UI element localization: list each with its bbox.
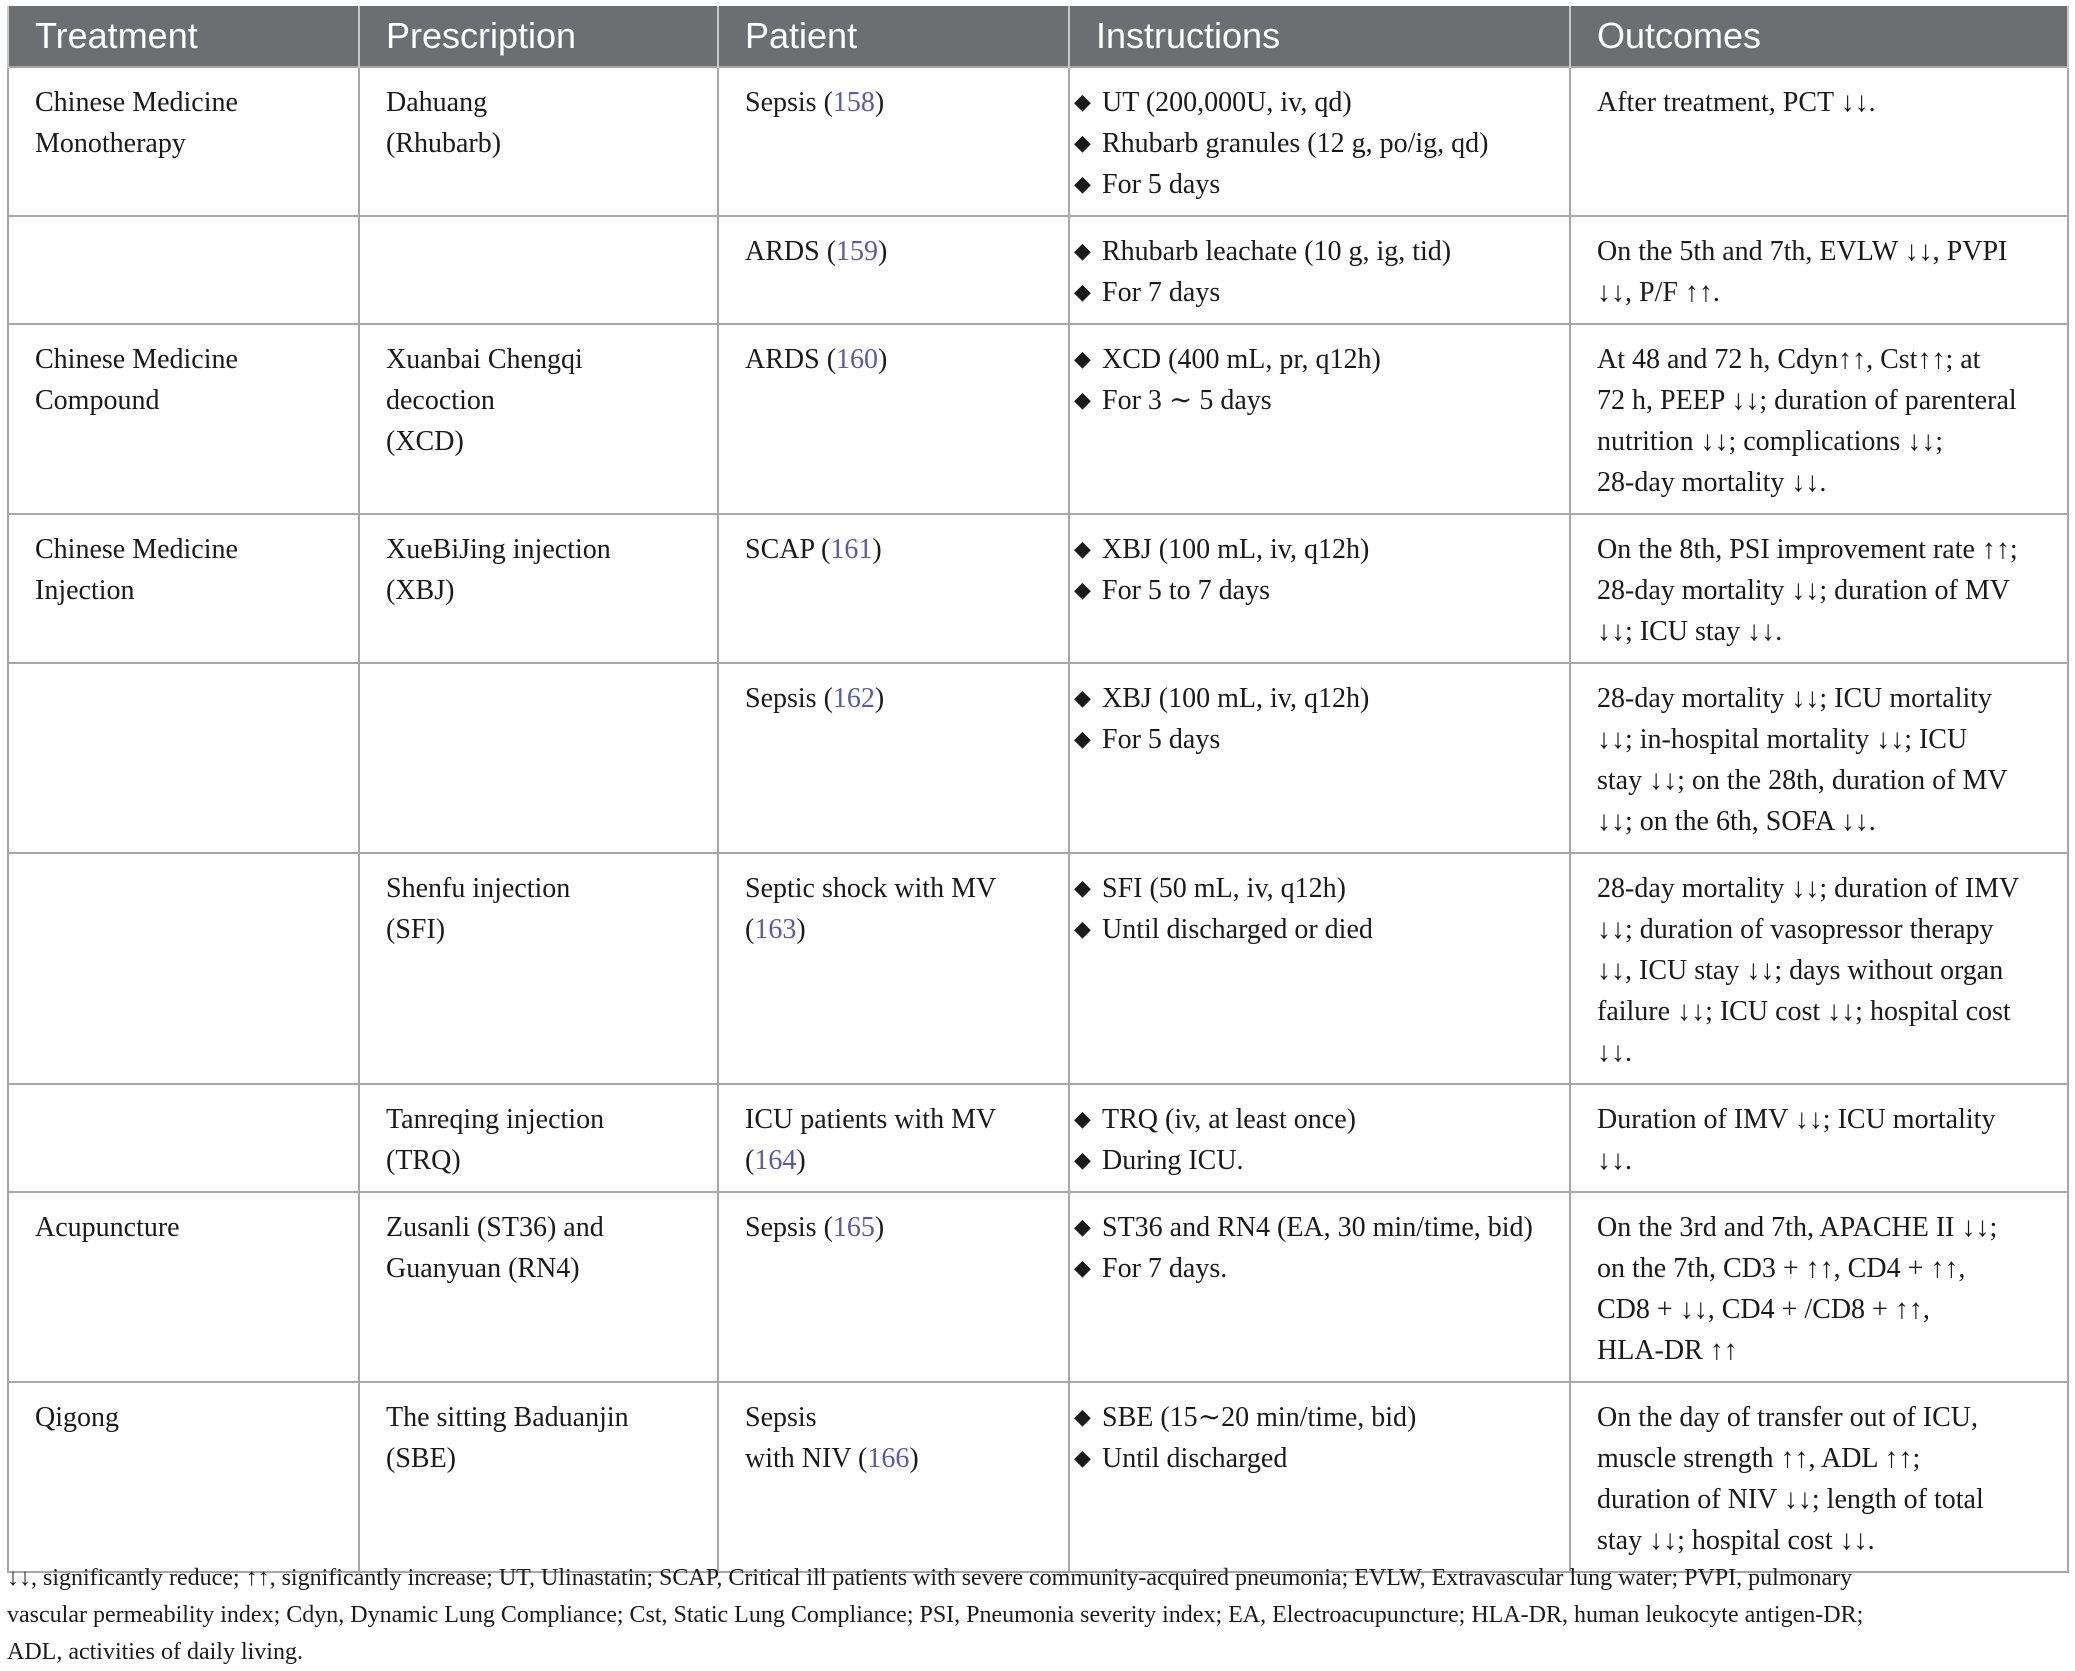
outcomes-line: 28-day mortality ↓↓; duration of MV <box>1597 575 2010 606</box>
patient-text: Sepsis ( <box>745 683 833 714</box>
instruction-text: SFI (50 mL, iv, q12h) <box>1102 873 1346 904</box>
treatment-line: Compound <box>35 385 160 416</box>
prescription-line: decoction <box>386 385 495 416</box>
patient-text: Septic shock with MV <box>745 873 997 904</box>
header-instructions: Instructions <box>1069 6 1570 67</box>
prescription-line: (XBJ) <box>386 575 455 606</box>
cell-instructions <box>1069 853 1570 1084</box>
cell-prescription <box>359 1382 718 1572</box>
prescription-line: (SBE) <box>386 1443 456 1474</box>
footnote-line: ↓↓, significantly reduce; ↑↑, significantly increase; UT, Ulinastatin; SCAP, Critical ill patients with severe community-acquired pneumonia; EVLW, Extravascular lung water; PVPI, pulmonary <box>7 1565 1853 1591</box>
outcomes-line: At 48 and 72 h, Cdyn↑↑, Cst↑↑; at <box>1597 344 1981 375</box>
diamond-bullet-icon: ◆ <box>1074 280 1091 305</box>
patient-text: ) <box>796 1145 806 1176</box>
header-row <box>8 6 2068 67</box>
treatment-line: Chinese Medicine <box>35 87 238 118</box>
outcomes-line: 28-day mortality ↓↓; duration of IMV <box>1597 873 2020 904</box>
outcomes-line: CD8 + ↓↓, CD4 + /CD8 + ↑↑, <box>1597 1294 1930 1325</box>
instruction-text: XBJ (100 mL, iv, q12h) <box>1102 683 1370 714</box>
patient-text: ARDS ( <box>745 236 837 267</box>
instruction-item <box>1074 570 1557 611</box>
instruction-text: UT (200,000U, iv, qd) <box>1102 87 1352 118</box>
patient-text: ) <box>878 344 888 375</box>
patient-line <box>745 1207 1056 1248</box>
instruction-item <box>1074 1397 1557 1438</box>
reference-link[interactable]: 160 <box>836 344 879 375</box>
instruction-item <box>1074 529 1557 570</box>
instruction-text: SBE (15∼20 min/time, bid) <box>1102 1402 1417 1433</box>
outcomes-line: ↓↓; in-hospital mortality ↓↓; ICU <box>1597 724 1968 755</box>
patient-line <box>745 909 1056 950</box>
outcomes-line: After treatment, PCT ↓↓. <box>1597 87 1876 118</box>
outcomes-line: On the 5th and 7th, EVLW ↓↓, PVPI <box>1597 236 2008 267</box>
table-row <box>8 853 2068 1084</box>
cell-instructions <box>1069 216 1570 324</box>
outcomes-line: nutrition ↓↓; complications ↓↓; <box>1597 426 1944 457</box>
outcomes-line: On the 8th, PSI improvement rate ↑↑; <box>1597 534 2018 565</box>
cell-patient <box>718 1192 1069 1382</box>
prescription-line: The sitting Baduanjin <box>386 1402 629 1433</box>
table-row <box>8 663 2068 853</box>
table-row <box>8 324 2068 514</box>
cell-patient <box>718 663 1069 853</box>
cell-instructions <box>1069 1382 1570 1572</box>
prescription-line: XueBiJing injection <box>386 534 611 565</box>
cell-prescription <box>359 514 718 663</box>
patient-line <box>745 1099 1056 1140</box>
outcomes-line: ↓↓, ICU stay ↓↓; days without organ <box>1597 955 2004 986</box>
cell-prescription <box>359 67 718 216</box>
prescription-line: Shenfu injection <box>386 873 571 904</box>
instruction-item <box>1074 231 1557 272</box>
prescription-line: Xuanbai Chengqi <box>386 344 583 375</box>
cell-patient <box>718 853 1069 1084</box>
diamond-bullet-icon: ◆ <box>1074 1148 1091 1173</box>
patient-line <box>745 1140 1056 1181</box>
patient-text: ) <box>874 683 885 714</box>
outcomes-line: On the day of transfer out of ICU, <box>1597 1402 1979 1433</box>
diamond-bullet-icon: ◆ <box>1074 131 1091 156</box>
instruction-item <box>1074 1248 1557 1289</box>
instruction-text: Until discharged or died <box>1102 914 1373 945</box>
cell-treatment <box>8 324 359 514</box>
cell-outcomes <box>1570 216 2068 324</box>
instruction-item <box>1074 82 1557 123</box>
cell-outcomes <box>1570 67 2068 216</box>
cell-instructions <box>1069 514 1570 663</box>
diamond-bullet-icon: ◆ <box>1074 917 1091 942</box>
diamond-bullet-icon: ◆ <box>1074 239 1091 264</box>
header-treatment: Treatment <box>8 6 359 67</box>
cell-patient <box>718 1382 1069 1572</box>
cell-outcomes <box>1570 1084 2068 1192</box>
instruction-item <box>1074 909 1557 950</box>
instruction-text: ST36 and RN4 (EA, 30 min/time, bid) <box>1102 1212 1533 1243</box>
instruction-item <box>1074 1140 1557 1181</box>
patient-text: ) <box>872 534 882 565</box>
diamond-bullet-icon: ◆ <box>1074 1107 1091 1132</box>
reference-link[interactable]: 158 <box>832 87 875 118</box>
cell-patient <box>718 514 1069 663</box>
cell-treatment <box>8 1382 359 1572</box>
cell-patient <box>718 324 1069 514</box>
outcomes-line: ↓↓; duration of vasopressor therapy <box>1597 914 1994 945</box>
treatment-line: Chinese Medicine <box>35 344 238 375</box>
patient-text: ( <box>745 914 755 945</box>
patient-line <box>745 82 1056 123</box>
cell-treatment <box>8 216 359 324</box>
outcomes-line: Duration of IMV ↓↓; ICU mortality <box>1597 1104 1996 1135</box>
diamond-bullet-icon: ◆ <box>1074 876 1091 901</box>
instruction-item <box>1074 1438 1557 1479</box>
outcomes-line: muscle strength ↑↑, ADL ↑↑; <box>1597 1443 1921 1474</box>
outcomes-line: ↓↓; on the 6th, SOFA ↓↓. <box>1597 806 1876 837</box>
prescription-line: Zusanli (ST36) and <box>386 1212 604 1243</box>
cell-outcomes <box>1570 663 2068 853</box>
cell-prescription <box>359 1192 718 1382</box>
instruction-item <box>1074 1207 1557 1248</box>
patient-text: Sepsis ( <box>745 87 833 118</box>
outcomes-line: ↓↓. <box>1597 1037 1632 1068</box>
diamond-bullet-icon: ◆ <box>1074 1405 1091 1430</box>
instruction-text: For 5 days <box>1102 724 1221 755</box>
instruction-text: For 7 days <box>1102 277 1221 308</box>
instruction-text: Rhubarb granules (12 g, po/ig, qd) <box>1102 128 1489 159</box>
reference-link[interactable]: 166 <box>867 1443 910 1474</box>
patient-line <box>745 529 1056 570</box>
instruction-text: During ICU. <box>1102 1145 1244 1176</box>
treatment-table <box>7 6 2069 1573</box>
patient-text: Sepsis ( <box>745 1212 833 1243</box>
patient-line <box>745 1397 1056 1438</box>
footnote-line: ADL, activities of daily living. <box>7 1639 303 1665</box>
header-patient: Patient <box>718 6 1069 67</box>
treatment-line: Acupuncture <box>35 1212 180 1243</box>
cell-treatment <box>8 67 359 216</box>
cell-instructions <box>1069 1084 1570 1192</box>
cell-treatment <box>8 663 359 853</box>
patient-text: with NIV ( <box>745 1443 868 1474</box>
cell-outcomes <box>1570 853 2068 1084</box>
outcomes-line: ↓↓, P/F ↑↑. <box>1597 277 1720 308</box>
footnote-line: vascular permeability index; Cdyn, Dynamic Lung Compliance; Cst, Static Lung Compliance; PSI, Pneumonia severity index; EA, Electroacupuncture; HLA-DR, human leukocyte antigen-DR; <box>7 1602 1864 1628</box>
outcomes-line: 72 h, PEEP ↓↓; duration of parenteral <box>1597 385 2017 416</box>
patient-line <box>745 678 1056 719</box>
outcomes-line: stay ↓↓; hospital cost ↓↓. <box>1597 1525 1875 1556</box>
patient-text: ) <box>796 914 806 945</box>
table-row <box>8 67 2068 216</box>
patient-text: ARDS ( <box>745 344 837 375</box>
cell-outcomes <box>1570 1192 2068 1382</box>
treatment-line: Injection <box>35 575 135 606</box>
instruction-item <box>1074 339 1557 380</box>
outcomes-line: 28-day mortality ↓↓; ICU mortality <box>1597 683 1993 714</box>
prescription-line: (XCD) <box>386 426 464 457</box>
outcomes-line: on the 7th, CD3 + ↑↑, CD4 + ↑↑, <box>1597 1253 1966 1284</box>
patient-text: ICU patients with MV <box>745 1104 997 1135</box>
cell-outcomes <box>1570 1382 2068 1572</box>
instruction-text: XBJ (100 mL, iv, q12h) <box>1102 534 1370 565</box>
instruction-text: Until discharged <box>1102 1443 1288 1474</box>
diamond-bullet-icon: ◆ <box>1074 727 1091 752</box>
diamond-bullet-icon: ◆ <box>1074 578 1091 603</box>
patient-text: SCAP ( <box>745 534 831 565</box>
instruction-item <box>1074 868 1557 909</box>
instruction-text: XCD (400 mL, pr, q12h) <box>1102 344 1381 375</box>
table-row <box>8 1192 2068 1382</box>
diamond-bullet-icon: ◆ <box>1074 1256 1091 1281</box>
cell-patient <box>718 216 1069 324</box>
reference-link[interactable]: 159 <box>836 236 879 267</box>
cell-outcomes <box>1570 324 2068 514</box>
cell-instructions <box>1069 663 1570 853</box>
table-container <box>7 6 2067 1573</box>
treatment-line: Chinese Medicine <box>35 534 238 565</box>
patient-line <box>745 231 1056 272</box>
prescription-line: (SFI) <box>386 914 446 945</box>
table-row <box>8 1084 2068 1192</box>
patient-text: ( <box>745 1145 755 1176</box>
instruction-text: For 5 to 7 days <box>1102 575 1270 606</box>
diamond-bullet-icon: ◆ <box>1074 347 1091 372</box>
instruction-item <box>1074 1099 1557 1140</box>
outcomes-line: ↓↓. <box>1597 1145 1632 1176</box>
table-row <box>8 1382 2068 1572</box>
instruction-item <box>1074 380 1557 421</box>
header-prescription: Prescription <box>359 6 718 67</box>
reference-link[interactable]: 164 <box>754 1145 797 1176</box>
instruction-item <box>1074 164 1557 205</box>
outcomes-line: HLA-DR ↑↑ <box>1597 1335 1738 1366</box>
diamond-bullet-icon: ◆ <box>1074 1215 1091 1240</box>
patient-text: Sepsis <box>745 1402 817 1433</box>
cell-treatment <box>8 1084 359 1192</box>
cell-patient <box>718 1084 1069 1192</box>
outcomes-line: failure ↓↓; ICU cost ↓↓; hospital cost <box>1597 996 2011 1027</box>
table-footnote <box>7 1560 2067 1671</box>
diamond-bullet-icon: ◆ <box>1074 686 1091 711</box>
outcomes-line: duration of NIV ↓↓; length of total <box>1597 1484 1984 1515</box>
outcomes-line: 28-day mortality ↓↓. <box>1597 467 1827 498</box>
patient-text: ) <box>909 1443 919 1474</box>
diamond-bullet-icon: ◆ <box>1074 537 1091 562</box>
instruction-text: For 5 days <box>1102 169 1221 200</box>
patient-line <box>745 1438 1056 1479</box>
patient-line <box>745 868 1056 909</box>
outcomes-line: On the 3rd and 7th, APACHE II ↓↓; <box>1597 1212 1998 1243</box>
patient-text: ) <box>874 1212 885 1243</box>
cell-patient <box>718 67 1069 216</box>
reference-link[interactable]: 163 <box>754 914 797 945</box>
diamond-bullet-icon: ◆ <box>1074 1446 1091 1471</box>
treatment-line: Qigong <box>35 1402 119 1433</box>
reference-link[interactable]: 165 <box>832 1212 875 1243</box>
prescription-line: (TRQ) <box>386 1145 461 1176</box>
cell-treatment <box>8 1192 359 1382</box>
outcomes-line: ↓↓; ICU stay ↓↓. <box>1597 616 1783 647</box>
diamond-bullet-icon: ◆ <box>1074 172 1091 197</box>
prescription-line: (Rhubarb) <box>386 128 502 159</box>
outcomes-line: stay ↓↓; on the 28th, duration of MV <box>1597 765 2008 796</box>
cell-prescription <box>359 663 718 853</box>
instruction-text: TRQ (iv, at least once) <box>1102 1104 1356 1135</box>
instruction-item <box>1074 678 1557 719</box>
header-outcomes: Outcomes <box>1570 6 2068 67</box>
patient-line <box>745 339 1056 380</box>
treatment-line: Monotherapy <box>35 128 186 159</box>
patient-text: ) <box>874 87 885 118</box>
instruction-item <box>1074 719 1557 760</box>
instruction-text: For 3 ∼ 5 days <box>1102 385 1272 416</box>
diamond-bullet-icon: ◆ <box>1074 388 1091 413</box>
table-body <box>8 67 2068 1572</box>
prescription-line: Guanyuan (RN4) <box>386 1253 580 1284</box>
instruction-item <box>1074 272 1557 313</box>
table-row <box>8 216 2068 324</box>
cell-outcomes <box>1570 514 2068 663</box>
patient-text: ) <box>878 236 888 267</box>
cell-instructions <box>1069 67 1570 216</box>
prescription-line: Tanreqing injection <box>386 1104 605 1135</box>
instruction-item <box>1074 123 1557 164</box>
cell-treatment <box>8 514 359 663</box>
reference-link[interactable]: 162 <box>832 683 875 714</box>
cell-prescription <box>359 324 718 514</box>
cell-prescription <box>359 853 718 1084</box>
instruction-text: Rhubarb leachate (10 g, ig, tid) <box>1102 236 1452 267</box>
table-row <box>8 514 2068 663</box>
prescription-line: Dahuang <box>386 87 488 118</box>
cell-prescription <box>359 1084 718 1192</box>
diamond-bullet-icon: ◆ <box>1074 90 1091 115</box>
cell-instructions <box>1069 1192 1570 1382</box>
reference-link[interactable]: 161 <box>830 534 873 565</box>
cell-treatment <box>8 853 359 1084</box>
cell-instructions <box>1069 324 1570 514</box>
cell-prescription <box>359 216 718 324</box>
instruction-text: For 7 days. <box>1102 1253 1228 1284</box>
